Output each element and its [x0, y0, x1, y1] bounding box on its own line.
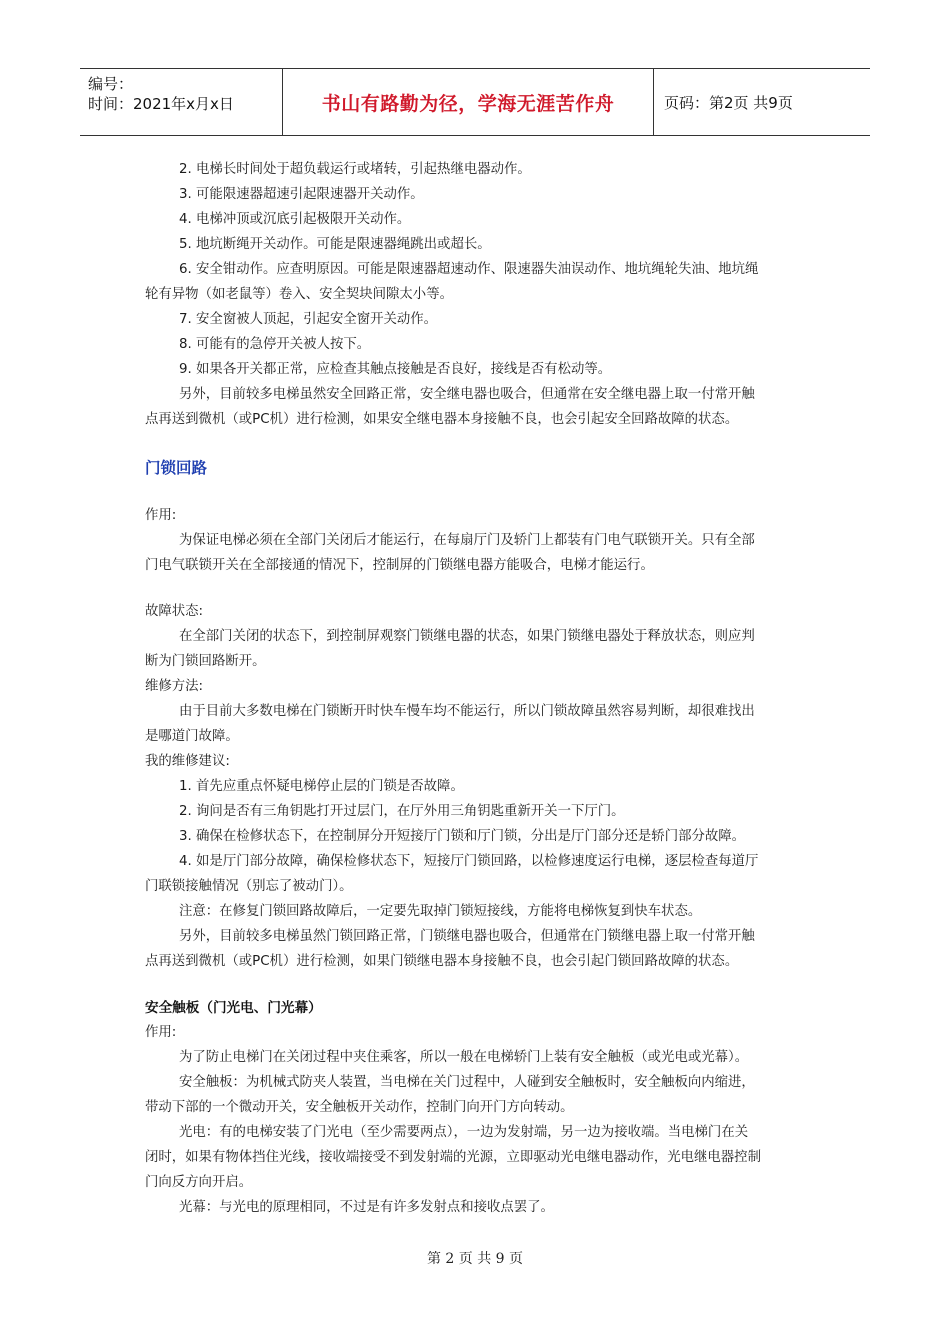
- paragraph-line: 另外，目前较多电梯虽然门锁回路正常，门锁继电器也吸合，但通常在门锁继电器上取一付常开触: [179, 929, 755, 944]
- header-meta: [80, 69, 282, 135]
- subheading-function: 作用:: [145, 1025, 177, 1040]
- list-item: 7. 安全窗被人顶起，引起安全窗开关动作。: [179, 312, 438, 327]
- paragraph-line: 断为门锁回路断开。: [145, 654, 266, 669]
- subheading-my-advice: 我的维修建议:: [145, 754, 230, 769]
- subheading-fault-state: 故障状态:: [145, 604, 204, 619]
- document-number-label: 编号：: [88, 75, 134, 93]
- note-line: 注意：在修复门锁回路故障后，一定要先取掉门锁短接线，方能将电梯恢复到快车状态。: [179, 904, 702, 919]
- paragraph-line: 由于目前大多数电梯在门锁断开时快车慢车均不能运行，所以门锁故障虽然容易判断，却很难找出: [179, 704, 755, 719]
- list-item-continuation: 门联锁接触情况（别忘了被动门）。: [145, 879, 353, 894]
- paragraph-line: 在全部门关闭的状态下，到控制屏观察门锁继电器的状态，如果门锁继电器处于释放状态，则应判: [179, 629, 755, 644]
- paragraph-line: 门电气联锁开关在全部接通的情况下，控制屏的门锁继电器方能吸合，电梯才能运行。: [145, 558, 654, 573]
- list-item: 2. 电梯长时间处于超负载运行或堵转，引起热继电器动作。: [179, 162, 531, 177]
- list-item: 3. 确保在检修状态下，在控制屏分开短接厅门锁和厅门锁，分出是厅门部分还是轿门部分故障。: [179, 829, 746, 844]
- subheading-repair-method: 维修方法:: [145, 679, 204, 694]
- paragraph-line: 光电：有的电梯安装了门光电（至少需要两点），一边为发射端，另一边为接收端。当电梯门在关: [179, 1125, 749, 1140]
- paragraph-line: 门向反方向开启。: [145, 1175, 253, 1190]
- document-time-label: 时间：2021年x月x日: [88, 95, 234, 113]
- paragraph-line: 是哪道门故障。: [145, 729, 239, 744]
- list-item: 4. 电梯冲顶或沉底引起极限开关动作。: [179, 212, 411, 227]
- header-motto: 书山有路勤为径，学海无涯苦作舟: [282, 69, 654, 135]
- paragraph-line: 为保证电梯必须在全部门关闭后才能运行，在每扇厅门及轿门上都装有门电气联锁开关。只有全部: [179, 533, 755, 548]
- list-item: 6. 安全钳动作。应查明原因。可能是限速器超速动作、限速器失油误动作、地坑绳轮失油、地坑绳: [179, 262, 759, 277]
- page-footer: [0, 1248, 950, 1268]
- section-heading-door-lock-circuit: 门锁回路: [145, 459, 208, 477]
- list-item: 2. 询问是否有三角钥匙打开过层门，在厅外用三角钥匙重新开关一下厅门。: [179, 804, 625, 819]
- list-item: 5. 地坑断绳开关动作。可能是限速器绳跳出或超长。: [179, 237, 491, 252]
- list-item: 1. 首先应重点怀疑电梯停止层的门锁是否故障。: [179, 779, 464, 794]
- subheading-function: 作用:: [145, 508, 177, 523]
- header-page-info: 页码：第2页 共9页: [664, 93, 793, 112]
- paragraph-line: 安全触板：为机械式防夹人装置，当电梯在关门过程中，人碰到安全触板时，安全触板向内缩进，: [179, 1075, 755, 1090]
- list-item: 9. 如果各开关都正常，应检查其触点接触是否良好，接线是否有松动等。: [179, 362, 612, 377]
- paragraph-line: 另外，目前较多电梯虽然安全回路正常，安全继电器也吸合，但通常在安全继电器上取一付常开触: [179, 387, 755, 402]
- list-item: 3. 可能限速器超速引起限速器开关动作。: [179, 187, 424, 202]
- list-item: 8. 可能有的急停开关被人按下。: [179, 337, 371, 352]
- paragraph-line: 点再送到微机（或PC机）进行检测，如果安全继电器本身接触不良，也会引起安全回路故障的状态。: [145, 412, 739, 427]
- paragraph-line: 光幕：与光电的原理相同，不过是有许多发射点和接收点罢了。: [179, 1200, 554, 1215]
- list-item: 4. 如是厅门部分故障，确保检修状态下，短接厅门锁回路，以检修速度运行电梯，逐层检查每道厅: [179, 854, 759, 869]
- page-header: [80, 68, 870, 136]
- list-item-continuation: 轮有异物（如老鼠等）卷入、安全契块间隙太小等。: [145, 287, 453, 302]
- footer-page-number: 第 2 页 共 9 页: [426, 1251, 524, 1267]
- paragraph-line: 点再送到微机（或PC机）进行检测，如果门锁继电器本身接触不良，也会引起门锁回路故障的状态。: [145, 954, 739, 969]
- section-heading-safety-edge: 安全触板（门光电、门光幕）: [145, 1000, 322, 1016]
- paragraph-line: 闭时，如果有物体挡住光线，接收端接受不到发射端的光源，立即驱动光电继电器动作，光电继电器控制: [145, 1150, 761, 1165]
- paragraph-line: 为了防止电梯门在关闭过程中夹住乘客，所以一般在电梯轿门上装有安全触板（或光电或光幕）。: [179, 1050, 749, 1065]
- paragraph-line: 带动下部的一个微动开关，安全触板开关动作，控制门向开门方向转动。: [145, 1100, 574, 1115]
